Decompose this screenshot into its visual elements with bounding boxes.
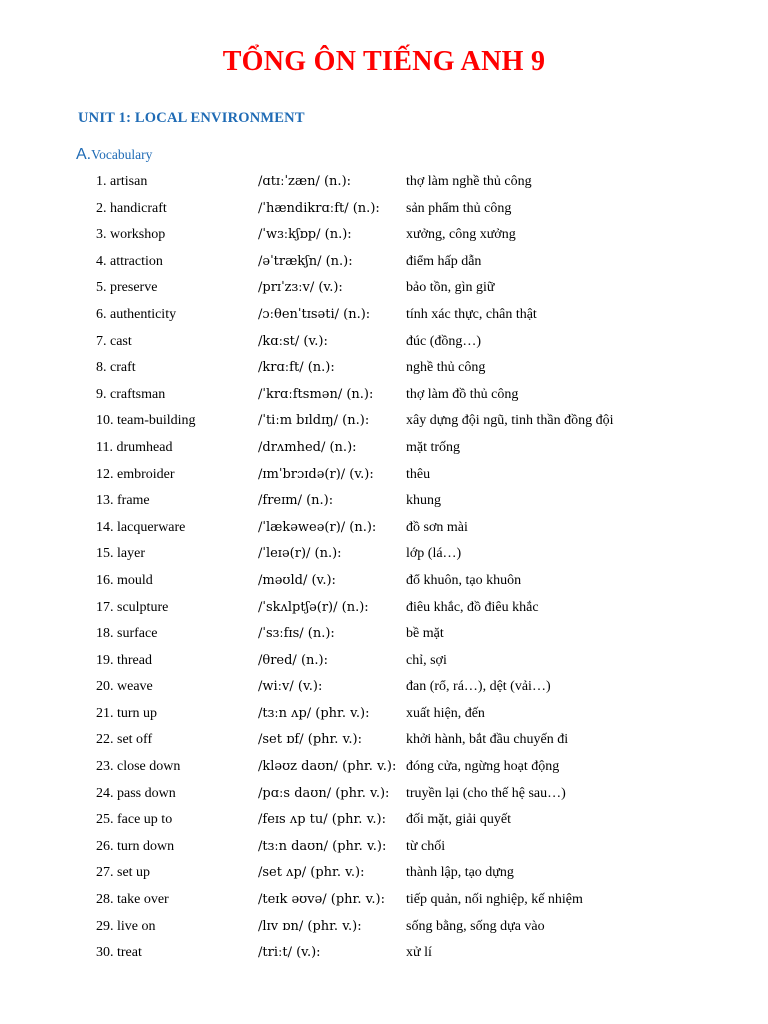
vocab-meaning: truyền lại (cho thế hệ sau…) [406,785,566,801]
vocab-item [0,569,768,596]
vocab-pronunciation: /ˈtiːm bɪldɪŋ/ (n.): [258,413,370,429]
vocab-word: 27. set up [96,865,151,881]
vocab-item [0,888,768,915]
vocab-meaning: sản phẩm thủ công [406,200,512,216]
vocab-pronunciation: /ˈwɜːkʃɒp/ (n.): [258,227,352,243]
vocab-word: 16. mould [96,572,153,588]
vocab-meaning: đổ khuôn, tạo khuôn [406,572,522,588]
vocab-word: 23. close down [96,759,181,775]
vocab-meaning: đồ sơn mài [406,519,468,535]
vocab-meaning: bề mặt [406,626,444,642]
vocab-item [0,915,768,942]
vocab-meaning: tiếp quản, nối nghiệp, kế nhiệm [406,892,583,908]
vocab-meaning: mặt trống [406,439,461,455]
vocab-pronunciation: /ɑtɪːˈzæn/ (n.): [258,174,352,189]
vocab-meaning: thành lập, tạo dựng [406,865,514,881]
vocab-pronunciation: /ˈkrɑːftsmən/ (n.): [258,386,374,402]
vocab-pronunciation: /ɪmˈbrɔɪdə(r)/ (v.): [258,466,374,482]
vocab-word: 4. attraction [96,253,163,269]
vocab-item [0,835,768,862]
vocab-word: 19. thread [96,652,152,668]
vocab-word: 18. surface [96,626,158,642]
vocab-word: 14. lacquerware [96,519,186,535]
vocab-word: 10. team-building [96,413,196,429]
vocab-item [0,223,768,250]
vocab-word: 7. cast [96,333,132,349]
vocab-item [0,250,768,277]
vocab-meaning: xử lí [406,945,432,961]
vocab-meaning: thợ làm nghề thủ công [406,174,532,189]
unit-heading: UNIT 1: LOCAL ENVIRONMENT [78,110,305,126]
vocab-meaning: xuất hiện, đến [406,705,485,721]
vocab-pronunciation: /ɔːθenˈtɪsəti/ (n.): [258,306,371,322]
vocab-meaning: điêu khắc, đồ điêu khắc [406,599,539,615]
vocab-meaning: đối mặt, giải quyết [406,812,511,828]
vocab-pronunciation: /θred/ (n.): [258,652,328,668]
vocab-meaning: thêu [406,466,431,482]
vocab-meaning: sống bằng, sống dựa vào [406,918,545,934]
vocab-pronunciation: /əˈtrækʃn/ (n.): [258,253,353,269]
vocab-word: 1. artisan [96,174,148,189]
vocab-item [0,356,768,383]
vocab-meaning: khung [406,493,441,509]
vocab-word: 11. drumhead [96,439,173,455]
vocab-word: 15. layer [96,546,145,562]
vocab-pronunciation: /freɪm/ (n.): [258,493,334,509]
vocab-word: 26. turn down [96,838,175,854]
vocab-word: 5. preserve [96,280,158,296]
vocab-word: 6. authenticity [96,306,177,322]
vocab-pronunciation: /wiːv/ (v.): [258,679,323,695]
vocab-item [0,516,768,543]
section-label: Vocabulary [91,147,153,162]
vocab-pronunciation: /tɜːn daʊn/ (phr. v.): [258,838,387,854]
vocab-meaning: đan (rổ, rá…), dệt (vải…) [406,679,551,695]
vocab-item [0,675,768,702]
vocab-item [0,702,768,729]
vocab-meaning: chỉ, sợi [406,652,447,668]
vocab-pronunciation: /ˈskʌlptʃə(r)/ (n.): [258,599,369,615]
vocab-item [0,170,768,197]
vocab-pronunciation: /set ʌp/ (phr. v.): [258,865,365,881]
vocab-item [0,755,768,782]
vocab-meaning: thợ làm đồ thủ công [406,386,519,402]
vocab-word: 25. face up to [96,812,173,828]
vocab-item [0,383,768,410]
vocab-word: 9. craftsman [96,386,166,402]
vocab-item [0,808,768,835]
vocab-pronunciation: /set ɒf/ (phr. v.): [258,732,362,748]
vocab-meaning: bảo tồn, gìn giữ [406,280,495,296]
vocab-item [0,861,768,888]
vocab-word: 30. treat [96,945,142,961]
vocabulary-list [0,170,768,968]
vocab-pronunciation: /ˈsɜːfɪs/ (n.): [258,626,335,642]
vocab-pronunciation: /kləʊz daʊn/ (phr. v.): [258,759,397,775]
vocab-item [0,622,768,649]
vocab-pronunciation: /kɑːst/ (v.): [258,333,328,349]
document-title: TỔNG ÔN TIẾNG ANH 9 [222,46,546,77]
vocab-item [0,941,768,968]
vocab-pronunciation: /lɪv ɒn/ (phr. v.): [258,918,362,934]
vocab-pronunciation: /ˈleɪə(r)/ (n.): [258,546,342,562]
vocab-pronunciation: /triːt/ (v.): [258,945,321,961]
section-heading [76,144,152,166]
vocab-pronunciation: /feɪs ʌp tu/ (phr. v.): [258,812,386,828]
vocab-item [0,276,768,303]
vocab-pronunciation: /teɪk əʊvə/ (phr. v.): [258,892,385,908]
vocab-meaning: tính xác thực, chân thật [406,306,537,322]
vocab-item [0,409,768,436]
vocab-pronunciation: /krɑːft/ (n.): [258,360,335,376]
vocab-pronunciation: /məʊld/ (v.): [258,572,336,588]
vocab-word: 3. workshop [96,227,166,243]
vocab-word: 29. live on [96,918,156,934]
vocab-meaning: từ chối [406,838,446,854]
vocab-meaning: khởi hành, bắt đầu chuyến đi [406,732,569,748]
vocab-word: 22. set off [96,732,153,748]
vocab-item [0,303,768,330]
vocab-word: 21. turn up [96,705,158,721]
vocab-pronunciation: /tɜːn ʌp/ (phr. v.): [258,705,370,721]
vocab-item [0,436,768,463]
vocab-pronunciation: /pɑːs daʊn/ (phr. v.): [258,785,390,801]
vocab-pronunciation: /prɪˈzɜːv/ (v.): [258,280,343,296]
vocab-word: 20. weave [96,679,153,695]
vocab-item [0,596,768,623]
vocab-pronunciation: /ˈlækəweə(r)/ (n.): [258,519,377,535]
vocab-word: 2. handicraft [96,200,167,216]
vocab-item [0,782,768,809]
vocab-item [0,649,768,676]
section-letter: A. [76,146,92,163]
vocab-item [0,330,768,357]
vocab-meaning: đóng cửa, ngừng hoạt động [406,759,560,775]
vocab-word: 12. embroider [96,466,175,482]
vocab-item [0,197,768,224]
vocab-item [0,542,768,569]
vocab-word: 13. frame [96,493,150,509]
vocab-meaning: xây dựng đội ngũ, tinh thần đồng đội [406,413,614,429]
vocab-item [0,489,768,516]
vocab-meaning: nghề thủ công [406,360,486,376]
vocab-meaning: đúc (đồng…) [406,333,482,349]
vocab-word: 28. take over [96,892,169,908]
vocab-pronunciation: /ˈhændikrɑːft/ (n.): [258,200,380,216]
vocab-word: 17. sculpture [96,599,169,615]
vocab-item [0,463,768,490]
vocab-meaning: điểm hấp dẫn [406,253,482,269]
vocab-meaning: lớp (lá…) [406,546,462,562]
vocab-pronunciation: /drʌmhed/ (n.): [258,439,357,455]
vocab-word: 8. craft [96,360,136,376]
vocab-meaning: xưởng, công xưởng [406,227,516,243]
vocab-item [0,728,768,755]
vocab-word: 24. pass down [96,785,176,801]
